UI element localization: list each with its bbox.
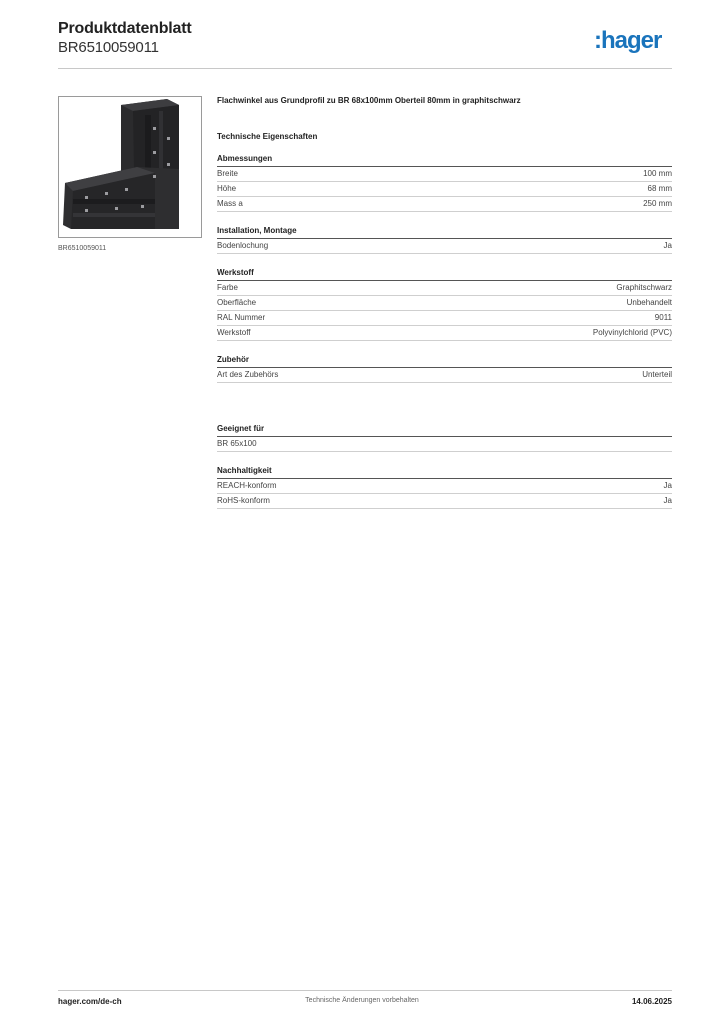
group-title: Installation, Montage xyxy=(217,225,672,239)
property-label: REACH-konform xyxy=(217,481,277,490)
group-abmessungen xyxy=(217,153,672,212)
product-details xyxy=(217,96,672,522)
property-value: Unbehandelt xyxy=(626,298,672,307)
logo-text: hager xyxy=(601,27,662,54)
property-label: Mass a xyxy=(217,199,243,208)
property-label: RAL Nummer xyxy=(217,313,266,322)
group-title: Abmessungen xyxy=(217,153,672,167)
technical-properties-title: Technische Eigenschaften xyxy=(217,132,318,141)
group-title: Werkstoff xyxy=(217,267,672,281)
property-value: 250 mm xyxy=(643,199,672,208)
property-value: 100 mm xyxy=(643,169,672,178)
property-row xyxy=(217,494,672,509)
property-label: Art des Zubehörs xyxy=(217,370,279,379)
property-value: Graphitschwarz xyxy=(616,283,672,292)
group-title: Zubehör xyxy=(217,354,672,368)
property-value: 9011 xyxy=(654,313,672,322)
footer-divider xyxy=(58,990,672,991)
group-title: Geeignet für xyxy=(217,423,672,437)
property-row xyxy=(217,167,672,182)
group-installation xyxy=(217,225,672,254)
property-value: Ja xyxy=(663,241,672,250)
property-row xyxy=(217,326,672,341)
property-value: Unterteil xyxy=(642,370,672,379)
property-row xyxy=(217,239,672,254)
product-image xyxy=(58,96,202,238)
group-nachhaltigkeit xyxy=(217,465,672,509)
property-row xyxy=(217,281,672,296)
product-description: Flachwinkel aus Grundprofil zu BR 68x100mm Oberteil 80mm in graphitschwarz xyxy=(217,96,521,105)
property-label: BR 65x100 xyxy=(217,439,257,448)
property-label: Breite xyxy=(217,169,238,178)
property-label: Bodenlochung xyxy=(217,241,269,250)
property-row xyxy=(217,197,672,212)
article-number: BR6510059011 xyxy=(58,39,159,56)
footer-date: 14.06.2025 xyxy=(631,997,672,1006)
flat-angle-illustration xyxy=(59,97,201,237)
group-zubehoer xyxy=(217,354,672,383)
page-title: Produktdatenblatt xyxy=(58,20,192,37)
hager-logo: :hager xyxy=(594,27,662,54)
property-value: Ja xyxy=(663,481,672,490)
property-value: Ja xyxy=(663,496,672,505)
property-label: Höhe xyxy=(217,184,237,193)
property-value: 68 mm xyxy=(647,184,672,193)
property-row xyxy=(217,368,672,383)
property-label: RoHS-konform xyxy=(217,496,270,505)
group-title: Nachhaltigkeit xyxy=(217,465,672,479)
property-label: Farbe xyxy=(217,283,238,292)
property-value: Polyvinylchlorid (PVC) xyxy=(592,328,672,337)
footer-notice: Technische Änderungen vorbehalten xyxy=(305,997,419,1004)
property-label: Werkstoff xyxy=(217,328,251,337)
property-row xyxy=(217,311,672,326)
footer-website-link[interactable]: hager.com/de-ch xyxy=(58,997,122,1006)
property-row xyxy=(217,296,672,311)
property-row xyxy=(217,437,672,452)
image-caption: BR6510059011 xyxy=(58,245,107,252)
header-divider xyxy=(58,68,672,69)
property-label: Oberfläche xyxy=(217,298,257,307)
group-werkstoff xyxy=(217,267,672,341)
property-row xyxy=(217,479,672,494)
property-row xyxy=(217,182,672,197)
group-geeignet-fuer xyxy=(217,423,672,452)
